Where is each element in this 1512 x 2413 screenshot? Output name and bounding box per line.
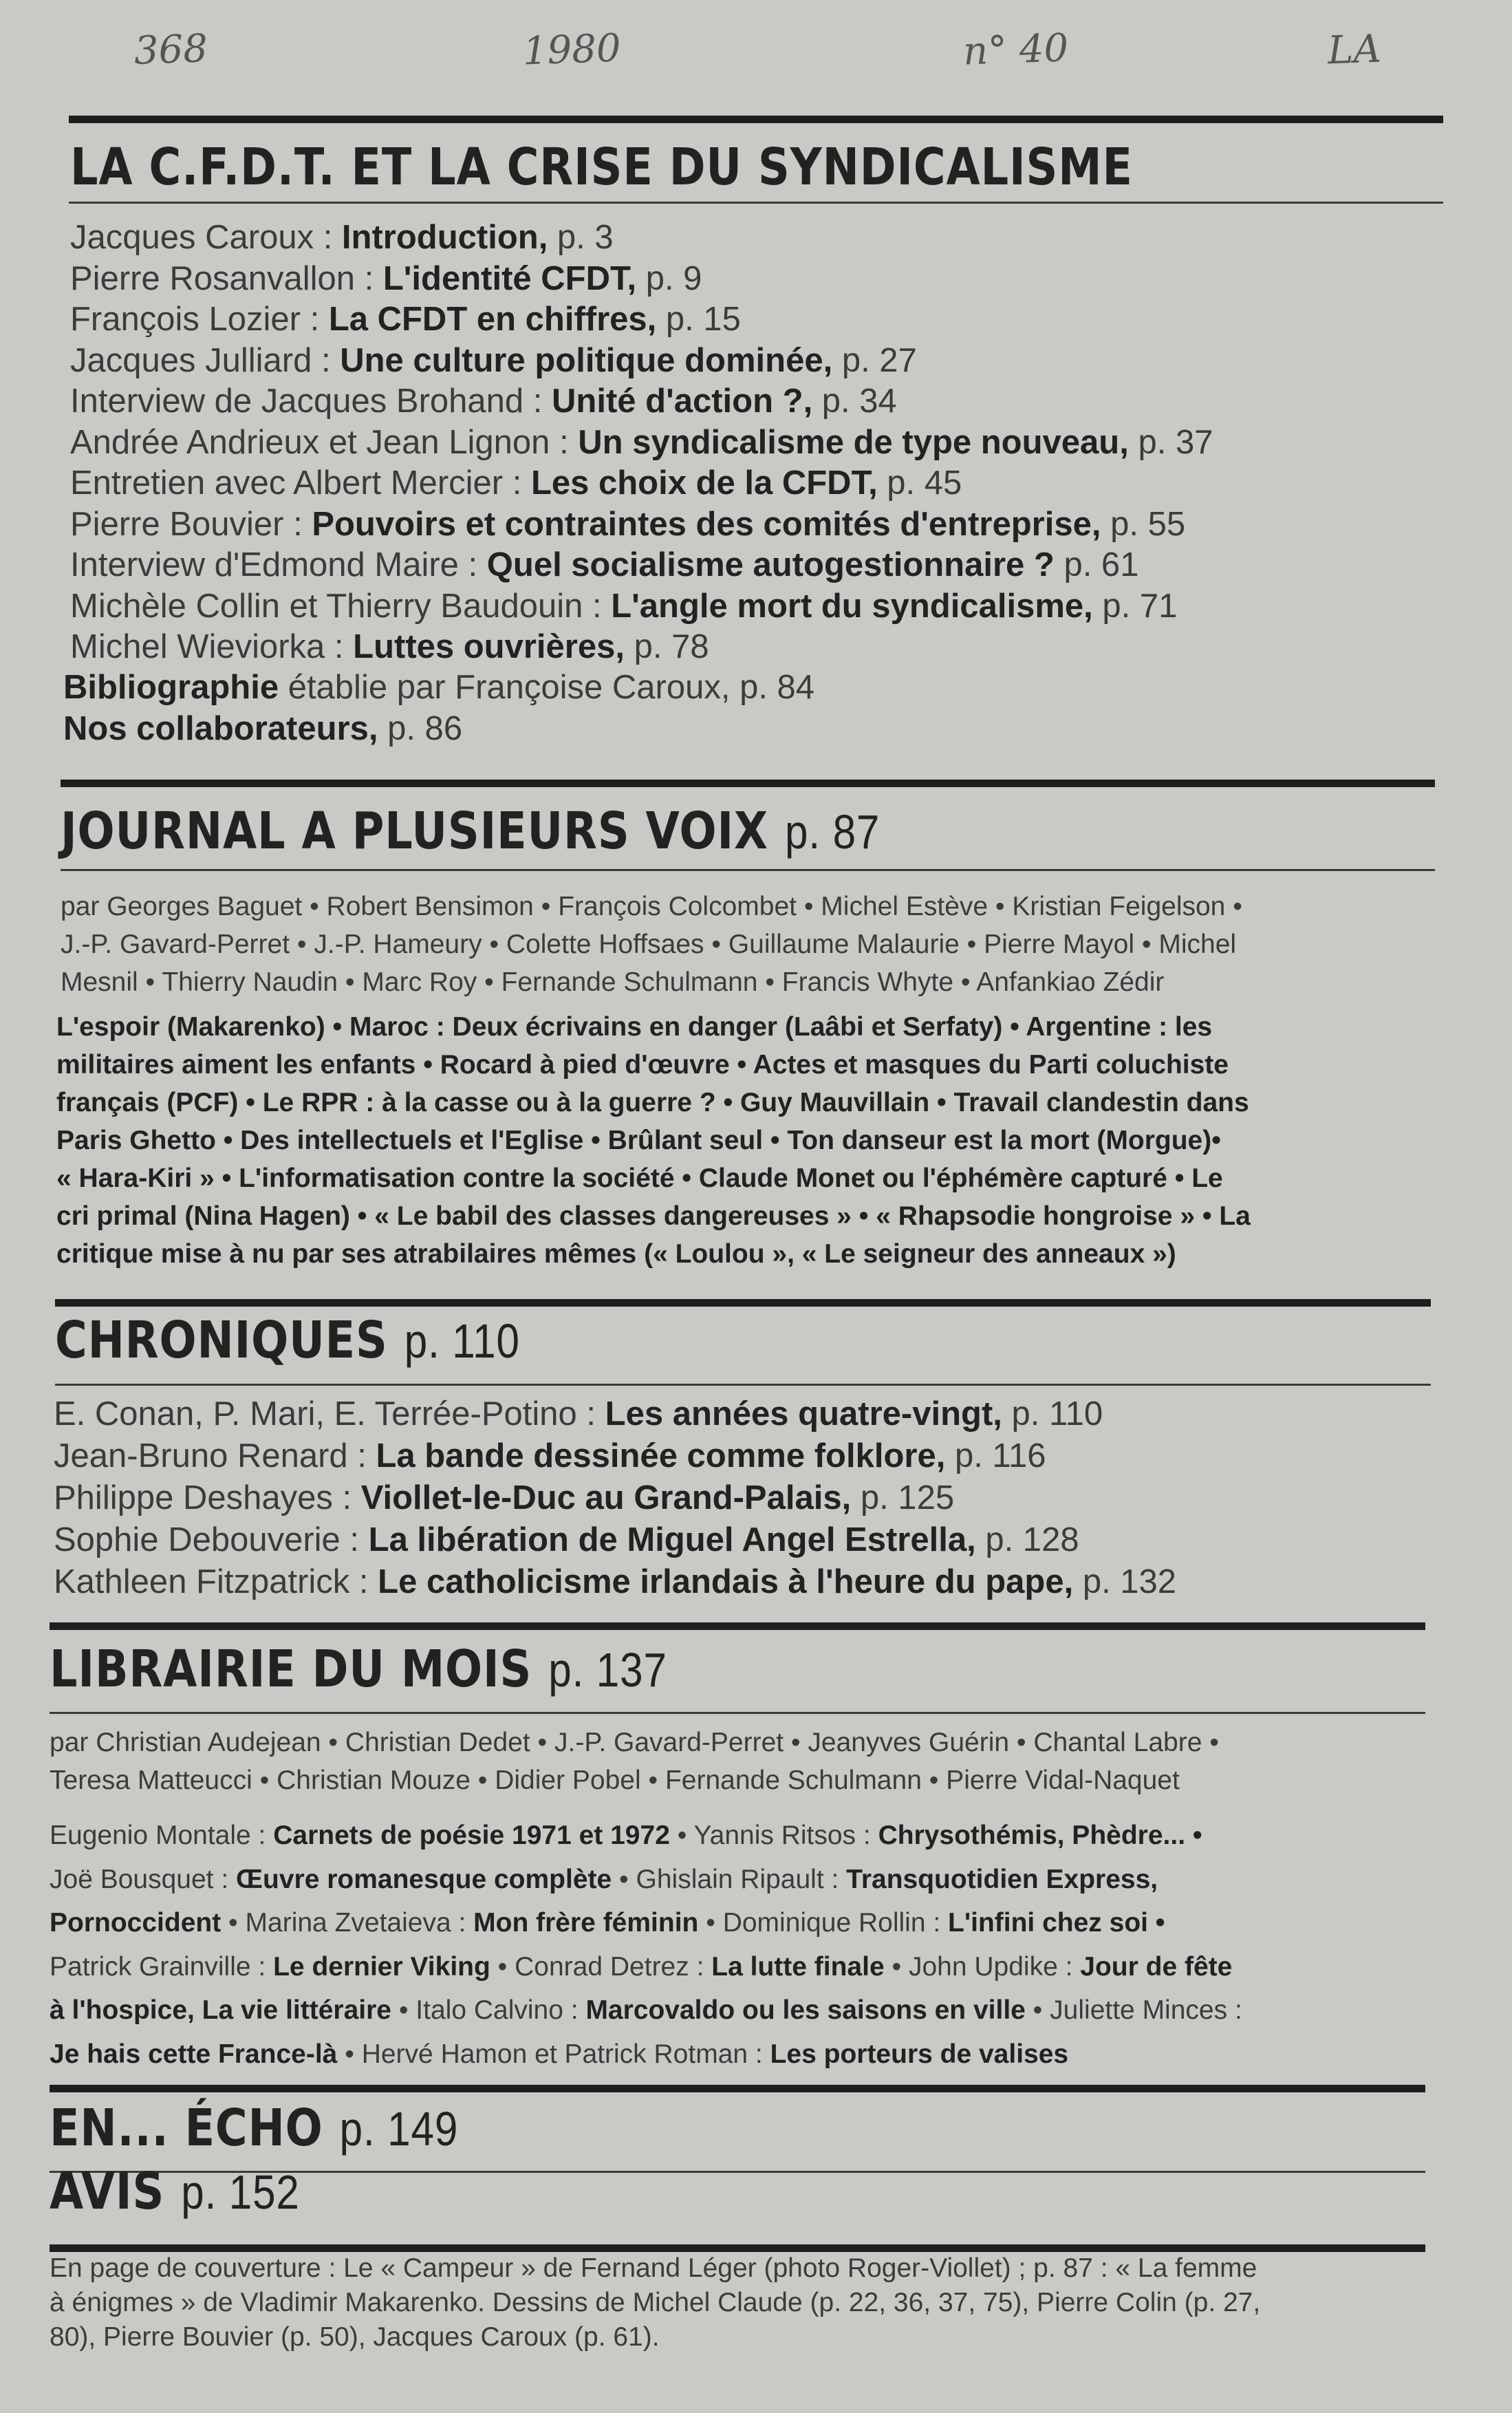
book-author: Eugenio Montale : (50, 1821, 274, 1850)
cover-line: 80), Pierre Bouvier (p. 50), Jacques Caroux (p. 61). (50, 2322, 660, 2352)
section-title-cfdt: LA C.F.D.T. ET LA CRISE DU SYNDICALISME (70, 138, 1133, 197)
toc-title: Bibliographie (63, 669, 279, 706)
toc-page: p. 71 (1092, 587, 1178, 625)
book-title: Le dernier Viking (273, 1951, 490, 1982)
toc-page: p. 116 (945, 1437, 1046, 1474)
toc-title: La bande dessinée comme folklore, (376, 1437, 946, 1474)
journal-contributors (61, 888, 1242, 1001)
toc-title: Une culture politique dominée, (340, 341, 833, 379)
book-title: Mon frère féminin (473, 1908, 699, 1938)
toc-entry (70, 463, 1213, 504)
book-title: Je hais cette France-là (50, 2039, 338, 2069)
section-underline (55, 1384, 1431, 1386)
book-title: Carnets de poésie 1971 et 1972 (273, 1821, 670, 1850)
book-line (50, 2033, 1242, 2077)
section-title-echo: EN... ÉCHO p. 149 (50, 2099, 459, 2158)
cover-credits (50, 2251, 1260, 2355)
book-title: Chrysothémis, Phèdre... • (878, 1821, 1202, 1850)
toc-entry (70, 217, 1213, 259)
section-underline (50, 1712, 1425, 1714)
toc-entry (54, 1393, 1176, 1435)
toc-title: La libération de Miguel Angel Estrella, (368, 1521, 976, 1558)
section-rule (50, 1622, 1425, 1630)
handwritten-initials: LA (1326, 26, 1382, 74)
book-author: • Italo Calvino : (391, 1995, 586, 2025)
toc-entry (70, 627, 1213, 668)
toc-author: Sophie Debouverie : (54, 1521, 369, 1558)
book-author: Joë Bousquet : (50, 1864, 237, 1894)
book-line (50, 1814, 1242, 1858)
librairie-books (50, 1814, 1242, 2076)
toc-page: p. 132 (1073, 1563, 1177, 1600)
toc-page: p. 34 (812, 383, 897, 420)
toc-title: L'identité CFDT, (382, 259, 637, 297)
toc-title: Les années quatre-vingt, (605, 1395, 1002, 1433)
toc-author: E. Conan, P. Mari, E. Terrée-Potino : (54, 1395, 605, 1433)
book-title: Les porteurs de valises (770, 2039, 1069, 2069)
handwritten-year: 1980 (521, 25, 622, 74)
book-author: • Yannis Ritsos : (669, 1821, 878, 1850)
toc-page: p. 125 (851, 1479, 955, 1516)
toc-page: p. 15 (656, 301, 741, 338)
toc-entry (70, 422, 1213, 464)
toc-entry (54, 1561, 1176, 1603)
book-title: Jour de fête (1080, 1951, 1233, 1982)
book-author: • Juliette Minces : (1025, 1995, 1242, 2025)
toc-entry (54, 1519, 1176, 1561)
toc-page: p. 61 (1054, 546, 1139, 583)
book-title: L'infini chez soi • (948, 1908, 1165, 1938)
toc-title: Un syndicalisme de type nouveau, (578, 423, 1129, 461)
section-rule (61, 780, 1435, 787)
toc-entry (70, 586, 1213, 628)
toc-page: p. 9 (636, 259, 702, 297)
toc-author: Michèle Collin et Thierry Baudouin : (70, 587, 612, 625)
toc-rest: établie par Françoise Caroux, p. 84 (279, 669, 815, 706)
topic-line: Paris Ghetto • Des intellectuels et l'Eglise • Brûlant seul • Ton danseur est la mort (Morgue)• (56, 1126, 1221, 1155)
toc-title: Le catholicisme irlandais à l'heure du pape, (378, 1563, 1074, 1600)
book-title: Pornoccident (50, 1908, 222, 1938)
toc-entry (70, 545, 1213, 586)
toc-entry (63, 667, 814, 709)
topic-line: militaires aiment les enfants • Rocard à pied d'œuvre • Actes et masques du Parti coluchiste (56, 1050, 1229, 1080)
toc-entry (70, 381, 1213, 422)
toc-title: Introduction, (341, 219, 548, 256)
toc-title: Nos collaborateurs, (63, 709, 378, 747)
toc-page: p. 55 (1101, 505, 1186, 543)
toc-page: p. 45 (877, 464, 962, 502)
section-title-journal: JOURNAL A PLUSIEURS VOIX p. 87 (61, 802, 881, 861)
toc-page: p. 128 (975, 1521, 1079, 1558)
book-line (50, 1858, 1242, 1902)
toc-author: Pierre Rosanvallon : (70, 259, 383, 297)
section-rule (50, 2085, 1425, 2092)
book-title: Œuvre romanesque complète (236, 1864, 612, 1894)
toc-author: Jacques Caroux : (70, 219, 342, 256)
section-title-avis: AVIS p. 152 (50, 2162, 300, 2221)
topic-line: cri primal (Nina Hagen) • « Le babil des classes dangereuses » • « Rhapsodie hongroise » • La (56, 1201, 1251, 1231)
book-author: • Ghislain Ripault : (612, 1864, 847, 1894)
book-author: • Hervé Hamon et Patrick Rotman : (337, 2039, 770, 2069)
toc-entry (54, 1435, 1176, 1477)
toc-entry (70, 259, 1213, 300)
toc-author: Interview d'Edmond Maire : (70, 546, 487, 583)
toc-page: p. 27 (832, 341, 917, 379)
cover-line: à énigmes » de Vladimir Makarenko. Dessins de Michel Claude (p. 22, 36, 37, 75), Pierre Colin (p. 27, (50, 2288, 1261, 2317)
toc-author: Interview de Jacques Brohand : (70, 383, 552, 420)
toc-title: Les choix de la CFDT, (530, 464, 878, 502)
toc-cfdt-extra (63, 667, 814, 749)
journal-topics (56, 1008, 1251, 1273)
section-rule (69, 116, 1443, 123)
toc-chroniques (54, 1393, 1176, 1603)
contributor-line: J.-P. Gavard-Perret • J.-P. Hameury • Colette Hoffsaes • Guillaume Malaurie • Pierre Mayol • Michel (61, 930, 1237, 959)
handwritten-number: 368 (133, 26, 208, 74)
contributor-line: Teresa Matteucci • Christian Mouze • Didier Pobel • Fernande Schulmann • Pierre Vidal-Naquet (50, 1766, 1180, 1795)
book-line (50, 1988, 1242, 2033)
toc-title: L'angle mort du syndicalisme, (611, 587, 1093, 625)
toc-entry (70, 299, 1213, 341)
section-underline (61, 869, 1435, 871)
contributor-line: Mesnil • Thierry Naudin • Marc Roy • Fernande Schulmann • Francis Whyte • Anfankiao Zédir (61, 967, 1165, 997)
toc-page: p. 110 (1002, 1395, 1103, 1433)
toc-author: Kathleen Fitzpatrick : (54, 1563, 378, 1600)
section-underline (69, 202, 1443, 204)
toc-author: Jean-Bruno Renard : (54, 1437, 376, 1474)
toc-entry (70, 504, 1213, 546)
toc-page: p. 37 (1128, 423, 1213, 461)
toc-author: Jacques Julliard : (70, 341, 341, 379)
toc-entry (54, 1477, 1176, 1519)
toc-rest: p. 86 (378, 709, 463, 747)
toc-title: La CFDT en chiffres, (328, 301, 657, 338)
book-line (50, 1945, 1242, 1989)
toc-author: Philippe Deshayes : (54, 1479, 361, 1516)
toc-title: Unité d'action ?, (552, 383, 813, 420)
book-author: • Conrad Detrez : (490, 1951, 712, 1982)
toc-cfdt (70, 217, 1213, 668)
section-title-librairie: LIBRAIRIE DU MOIS p. 137 (50, 1640, 667, 1699)
book-author: Patrick Grainville : (50, 1951, 274, 1982)
section-title-chroniques: CHRONIQUES p. 110 (55, 1311, 520, 1370)
book-author: • Marina Zvetaieva : (221, 1908, 474, 1938)
toc-entry (70, 341, 1213, 382)
topic-line: L'espoir (Makarenko) • Maroc : Deux écrivains en danger (Laâbi et Serfaty) • Argentine : les (56, 1012, 1213, 1042)
contributor-line: par Georges Baguet • Robert Bensimon • François Colcombet • Michel Estève • Kristian Feigelson • (61, 892, 1242, 921)
toc-author: Andrée Andrieux et Jean Lignon : (70, 423, 579, 461)
topic-line: français (PCF) • Le RPR : à la casse ou à la guerre ? • Guy Mauvillain • Travail clandestin dans (56, 1088, 1249, 1117)
toc-page: p. 3 (548, 219, 614, 256)
toc-author: Entretien avec Albert Mercier : (70, 464, 531, 502)
toc-title: Luttes ouvrières, (353, 628, 625, 665)
toc-author: Michel Wieviorka : (70, 628, 354, 665)
toc-title: Pouvoirs et contraintes des comités d'entreprise, (312, 505, 1101, 543)
handwritten-issue: n° 40 (962, 25, 1070, 74)
toc-author: François Lozier : (70, 301, 329, 338)
toc-title: Quel socialisme autogestionnaire ? (486, 546, 1055, 583)
toc-title: Viollet-le-Duc au Grand-Palais, (360, 1479, 852, 1516)
section-rule (55, 1299, 1431, 1307)
librairie-contributors (50, 1724, 1219, 1799)
toc-page: p. 78 (625, 628, 709, 665)
cover-line: En page de couverture : Le « Campeur » de Fernand Léger (photo Roger-Viollet) ; p. 87 : « La femme (50, 2253, 1257, 2283)
book-title: La lutte finale (711, 1951, 885, 1982)
topic-line: « Hara-Kiri » • L'informatisation contre la société • Claude Monet ou l'éphémère capturé • Le (56, 1163, 1223, 1193)
toc-author: Pierre Bouvier : (70, 505, 312, 543)
book-author: • Dominique Rollin : (698, 1908, 949, 1938)
book-line (50, 1901, 1242, 1945)
book-author: • John Updike : (884, 1951, 1081, 1982)
topic-line: critique mise à nu par ses atrabilaires mêmes (« Loulou », « Le seigneur des anneaux ») (56, 1239, 1176, 1269)
book-title: à l'hospice, La vie littéraire (50, 1995, 391, 2025)
contributor-line: par Christian Audejean • Christian Dedet • J.-P. Gavard-Perret • Jeanyves Guérin • Chantal Labre • (50, 1728, 1219, 1757)
book-title: Marcovaldo ou les saisons en ville (585, 1995, 1026, 2025)
book-title: Transquotidien Express, (846, 1864, 1158, 1894)
toc-entry (63, 709, 814, 750)
